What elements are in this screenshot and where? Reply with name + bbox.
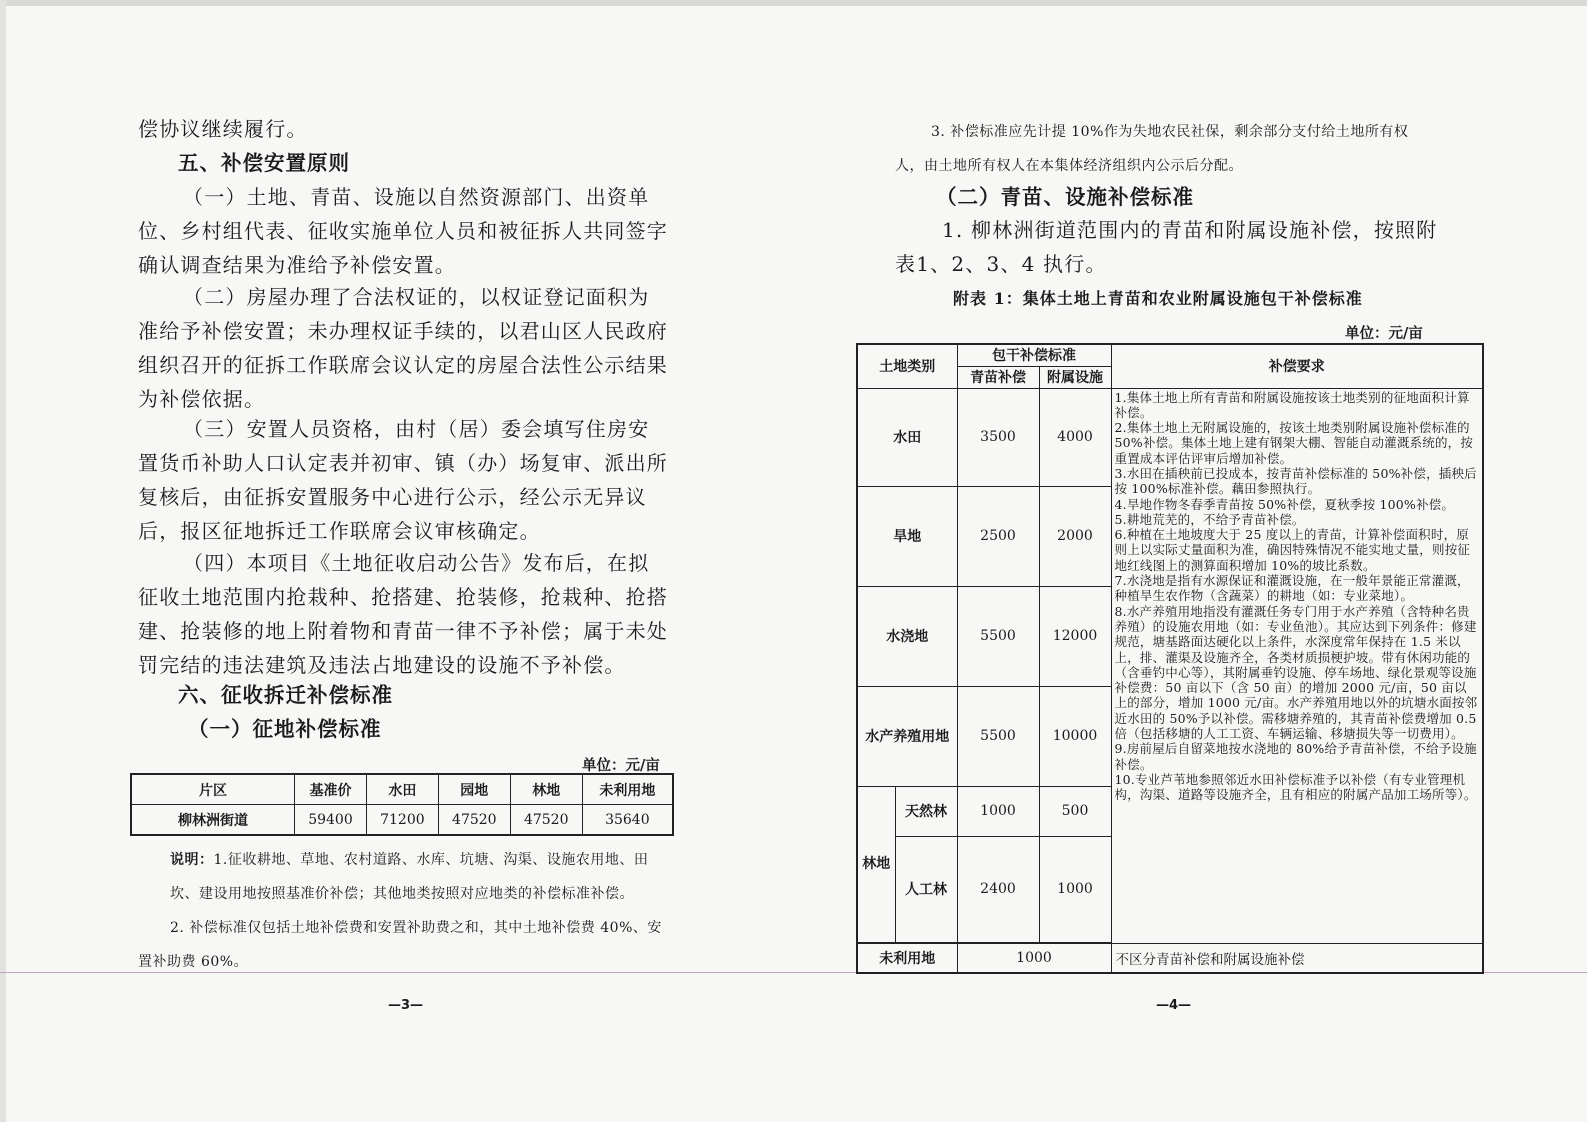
facility-value: 10000 [1039,686,1111,786]
header-seedling: 青苗补偿 [957,366,1039,388]
page-number: —3— [388,998,424,1013]
cell-paddy: 71200 [366,805,438,836]
paragraph-5-1: （一）土地、青苗、设施以自然资源部门、出资单位、乡村组代表、征收实施单位人员和被征拆人共同签字确认调查结果为准给予补偿安置。 [138,185,668,277]
section-heading-6-1: （一）征地补偿标准 [188,717,382,741]
seedling-facility-table [856,343,1484,974]
section-heading-2: （二）青苗、设施补偿标准 [936,185,1194,209]
paragraph-2-1: 1. 柳林洲街道范围内的青苗和附属设施补偿，按照附表1、2、3、4 执行。 [895,218,1438,276]
cell-forest: 47520 [510,805,582,836]
note-label: 说明： [170,852,214,868]
land-type-dryland: 旱地 [857,486,957,586]
seedling-value: 5500 [957,686,1039,786]
page-3 [0,0,793,1122]
table-title: 附表 1：集体土地上青苗和农业附属设施包干补偿标准 [953,289,1363,308]
header-standard: 包干补偿标准 [957,344,1111,366]
facility-value: 4000 [1039,388,1111,486]
cell-garden: 47520 [438,805,510,836]
section-heading-6: 六、征收拆迁补偿标准 [178,683,393,707]
continued-paragraph: 偿协议继续履行。 [138,117,308,141]
facility-value: 500 [1039,786,1111,836]
header-base-price: 基准价 [295,774,367,805]
note-2: 2. 补偿标准仅包括土地补偿费和安置补助费之和，其中土地补偿费 40%、安置补助费 60%。 [138,920,662,970]
table-header-row [131,774,673,805]
paragraph-5-3: （三）安置人员资格，由村（居）委会填写住房安置货币补助人口认定表并初审、镇（办）场复审、派出所复核后，由征拆安置服务中心进行公示，经公示无异议后，报区征地拆迁工作联席会议审核确定。 [138,417,668,543]
seedling-value: 3500 [957,388,1039,486]
forest-natural: 天然林 [895,786,957,836]
facility-value: 2000 [1039,486,1111,586]
note-1 [170,843,668,911]
header-forest: 林地 [510,774,582,805]
unit-label: 单位：元/亩 [582,757,660,774]
section-heading-5: 五、补偿安置原则 [178,151,350,175]
table-header-row [857,344,1483,366]
land-type-paddy: 水田 [857,388,957,486]
header-unused: 未利用地 [582,774,673,805]
unused-requirement: 不区分青苗补偿和附属设施补偿 [1111,943,1483,973]
table-row [131,805,673,836]
header-district: 片区 [131,774,295,805]
land-type-aquaculture: 水产养殖用地 [857,686,957,786]
land-type-unused: 未利用地 [857,943,957,973]
cell-district: 柳林洲街道 [131,805,295,836]
seedling-value: 2500 [957,486,1039,586]
requirements-text [1111,388,1483,943]
land-type-forest: 林地 [857,786,895,942]
land-type-irrigated: 水浇地 [857,586,957,686]
seedling-value: 2400 [957,836,1039,942]
cell-base-price: 59400 [295,805,367,836]
land-compensation-table [130,773,674,836]
table-row [857,943,1483,973]
table-row [857,388,1483,486]
unused-value: 1000 [957,943,1111,973]
note-1-text: 1.征收耕地、草地、农村道路、水库、坑塘、沟渠、设施农用地、田坎、建设用地按照基准价补偿；其他地类按照对应地类的补偿标准补偿。 [170,852,649,902]
requirements-content: 1.集体土地上所有青苗和附属设施按该土地类别的征地面积计算补偿。 2.集体土地上无附属设施的，按该土地类别附属设施补偿标准的 50%补偿。集体土地上建有钢架大棚、智能自动灌溉系统的，按重置成本评估评审后增加补偿。 3.水田在插秧前已投成本，按青苗补偿标准的 50%补偿，插秧后按 100%标准补偿。藕田参照执行。 4.旱地作物冬春季青苗按 50%补偿，夏秋季按 100%补偿。 5.耕地荒芜的，不给予青苗补偿。 6.种植在土地坡度大于 25 度以上的青苗，计算补偿面积时，原则上以实际丈量面积为准，确因特殊情况不能实地丈量，则按征地红线图上的测算面积增加 10%的坡比系数。 7.水浇地是指有水源保证和灌溉设施，在一般年景能正常灌溉，种植旱生农作物（含蔬菜）的耕地（如：专业菜地）。 8.水产养殖用地指没有灌溉任务专门用于水产养殖（含特种名贵养殖）的设施农用地（如：专业鱼池）。其应达到下列条件：修建规范，塘基路面达硬化以上条件，水深度常年保持在 1.5 米以上，排、灌渠及设施齐全，各类材质损梗护坡。带有休闲功能的（含垂钓中心等），其附属垂钓设施、停车场地、绿化景观等设施补偿费：50 亩以下（含 50 亩）的增加 2000 元/亩，50 亩以上的部分，增加 1000 元/亩。水产养殖用地以外的坑塘水面按邻近水田的 50%予以补偿。需移塘养殖的，其青苗补偿费增加 0.5 倍（包括移塘的人工工资、车辆运输、移塘损失等一切费用）。 9.房前屋后自留菜地按水浇地的 80%给予青苗补偿，不给予设施补偿。 10.专业芦苇地参照邻近水田补偿标准予以补偿（有专业管理机构，沟渠、道路等设施齐全，且有相应的附属产品加工场所等）。 [1114,389,1478,803]
note-3: 3. 补偿标准应先计提 10%作为失地农民社保，剩余部分支付给土地所有权人，由土地所有权人在本集体经济组织内公示后分配。 [895,124,1409,174]
facility-value: 1000 [1039,836,1111,942]
page-number: —4— [1156,998,1192,1013]
seedling-value: 1000 [957,786,1039,836]
header-garden: 园地 [438,774,510,805]
paragraph-5-2: （二）房屋办理了合法权证的，以权证登记面积为准给予补偿安置；未办理权证手续的，以君山区人民政府组织召开的征拆工作联席会议认定的房屋合法性公示结果为补偿依据。 [138,285,668,411]
header-facility: 附属设施 [1039,366,1111,388]
seedling-value: 5500 [957,586,1039,686]
unit-label: 单位：元/亩 [1345,325,1423,342]
header-paddy: 水田 [366,774,438,805]
facility-value: 12000 [1039,586,1111,686]
cell-unused: 35640 [582,805,673,836]
forest-planted: 人工林 [895,836,957,942]
header-land-type: 土地类别 [857,344,957,388]
paragraph-5-4: （四）本项目《土地征收启动公告》发布后，在拟征收土地范围内抢栽种、抢搭建、抢装修，抢栽种、抢搭建、抢装修的地上附着物和青苗一律不予补偿；属于未处罚完结的违法建筑及违法占地建设的设施不予补偿。 [138,551,668,677]
header-requirements: 补偿要求 [1111,344,1483,388]
